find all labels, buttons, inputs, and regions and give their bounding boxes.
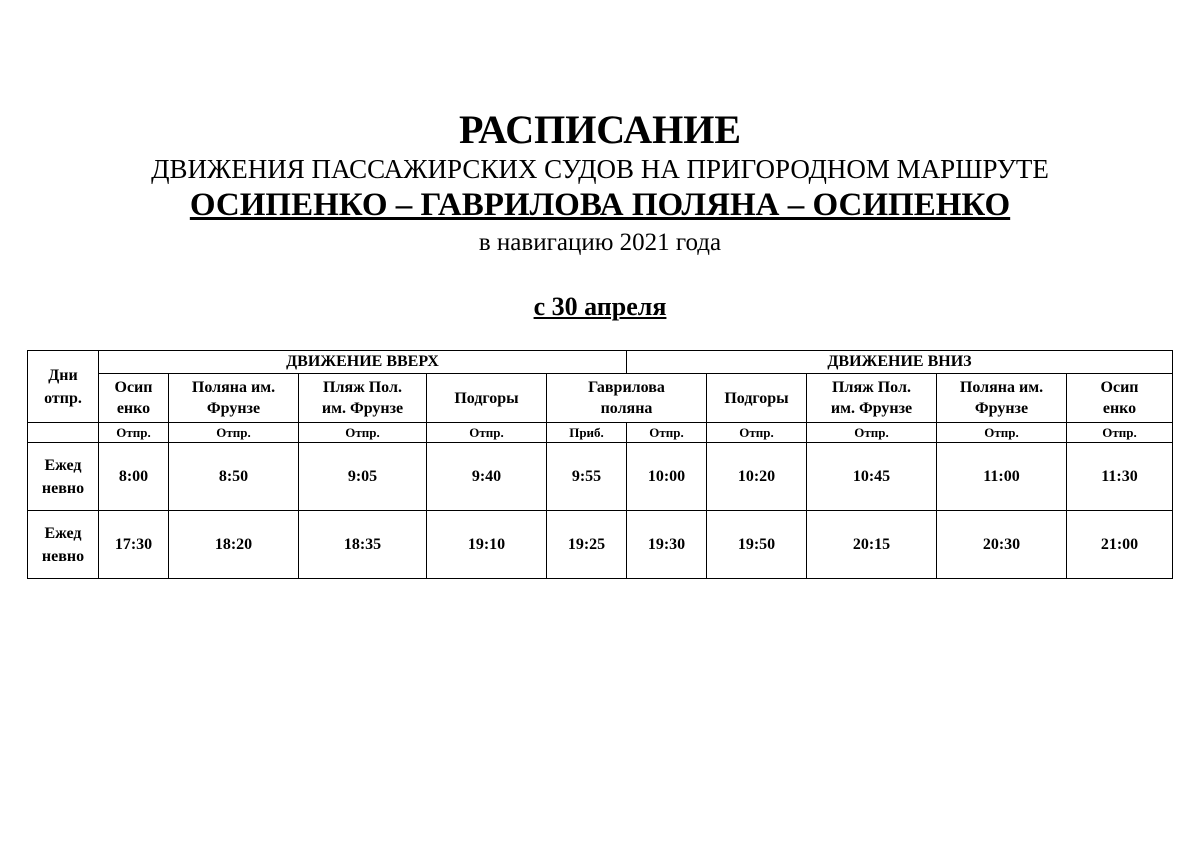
stop-name-line: Поляна им. (959, 379, 1044, 396)
time-cell: 17:30 (99, 511, 169, 579)
header-row-directions (28, 351, 1173, 374)
stop-name-line: Фрунзе (206, 400, 261, 417)
stop-header (169, 374, 299, 423)
time-cell: 8:50 (169, 443, 299, 511)
stop-name-line: им. Фрунзе (830, 400, 913, 417)
stop-header (1067, 374, 1173, 423)
stop-name-line: Пляж Пол. (323, 379, 402, 396)
days-cell (28, 511, 99, 579)
stop-name-line: поляна (600, 400, 653, 417)
direction-down-header: ДВИЖЕНИЕ ВНИЗ (627, 351, 1173, 374)
stop-header (707, 374, 807, 423)
effective-date: с 30 апреля (533, 292, 667, 321)
event-type: Отпр. (99, 423, 169, 443)
days-cell (28, 443, 99, 511)
event-type: Отпр. (169, 423, 299, 443)
table-row (28, 511, 1173, 579)
time-cell: 10:45 (807, 443, 937, 511)
event-type: Отпр. (1067, 423, 1173, 443)
table-row (28, 443, 1173, 511)
stop-name-line: Осип (1100, 379, 1139, 396)
stop-header (427, 374, 547, 423)
time-cell: 20:15 (807, 511, 937, 579)
schedule-subtitle: ДВИЖЕНИЯ ПАССАЖИРСКИХ СУДОВ НА ПРИГОРОДНОМ МАРШРУТЕ (151, 154, 1049, 184)
event-type: Отпр. (707, 423, 807, 443)
route-name: ОСИПЕНКО – ГАВРИЛОВА ПОЛЯНА – ОСИПЕНКО (189, 187, 1011, 223)
days-line: Ежед (44, 524, 82, 542)
time-cell: 11:30 (1067, 443, 1173, 511)
time-cell: 8:00 (99, 443, 169, 511)
time-cell: 19:50 (707, 511, 807, 579)
stop-header (807, 374, 937, 423)
days-line: Ежед (44, 456, 82, 474)
time-cell: 19:30 (627, 511, 707, 579)
time-cell: 18:35 (299, 511, 427, 579)
stop-header (547, 374, 707, 423)
time-cell: 10:20 (707, 443, 807, 511)
direction-up-header: ДВИЖЕНИЕ ВВЕРХ (99, 351, 627, 374)
stop-name-line: Подгоры (724, 389, 789, 407)
stop-header (299, 374, 427, 423)
time-cell: 9:55 (547, 443, 627, 511)
time-cell: 11:00 (937, 443, 1067, 511)
stop-name-line: Подгоры (454, 389, 519, 407)
time-cell: 18:20 (169, 511, 299, 579)
days-line: невно (41, 479, 85, 497)
stop-name-line: Гаврилова (588, 379, 665, 396)
stop-header (99, 374, 169, 423)
event-type: Отпр. (807, 423, 937, 443)
stop-name-line: Осип (114, 379, 153, 396)
header-row-stops (28, 374, 1173, 423)
event-type: Приб. (547, 423, 627, 443)
time-cell: 19:10 (427, 511, 547, 579)
stop-name-line: енко (1102, 400, 1137, 417)
time-cell: 20:30 (937, 511, 1067, 579)
time-cell: 10:00 (627, 443, 707, 511)
event-type: Отпр. (427, 423, 547, 443)
time-cell: 19:25 (547, 511, 627, 579)
time-cell: 21:00 (1067, 511, 1173, 579)
stop-header (937, 374, 1067, 423)
stop-name-line: Фрунзе (974, 400, 1029, 417)
days-header-line: отпр. (44, 389, 82, 407)
schedule-title: РАСПИСАНИЕ (458, 107, 741, 152)
stop-name-line: енко (116, 400, 151, 417)
days-line: невно (41, 547, 85, 565)
stop-name-line: им. Фрунзе (321, 400, 404, 417)
time-cell: 9:40 (427, 443, 547, 511)
days-header-line: Дни (48, 366, 78, 384)
stop-name-line: Поляна им. (191, 379, 276, 396)
event-type: Отпр. (627, 423, 707, 443)
days-header (28, 351, 99, 423)
event-type: Отпр. (299, 423, 427, 443)
event-type-spacer (28, 423, 99, 443)
navigation-season: в навигацию 2021 года (478, 229, 722, 256)
stop-name-line: Пляж Пол. (832, 379, 911, 396)
schedule-table (27, 350, 1173, 579)
time-cell: 9:05 (299, 443, 427, 511)
header-row-event-types (28, 423, 1173, 443)
event-type: Отпр. (937, 423, 1067, 443)
